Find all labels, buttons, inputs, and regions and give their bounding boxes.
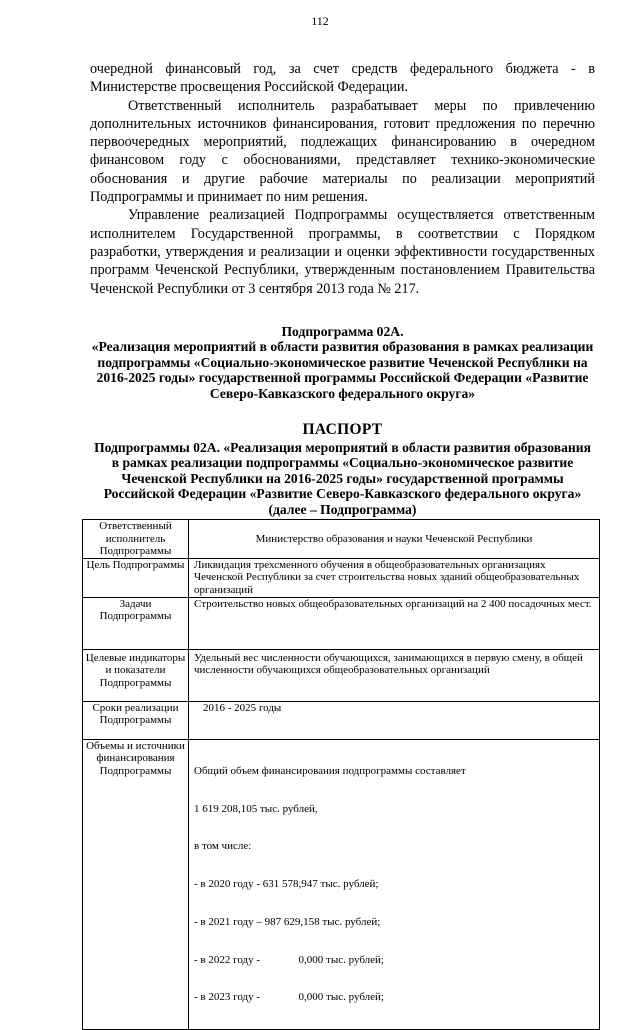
financing-line: - в 2022 году - 0,000 тыс. рублей;: [194, 953, 384, 966]
financing-line: Общий объем финансирования подпрограммы составляет: [194, 764, 466, 777]
table-cell-value: Удельный вес численности обучающихся, занимающихся в первую смену, в общей численности обучающихся общеобразовательных организаций: [189, 649, 600, 701]
subprogram-heading-block: [90, 324, 595, 401]
table-cell-label: Цель Подпрограммы: [83, 558, 189, 597]
passport-description: Подпрограммы 02А. «Реализация мероприятий в области развития образования в рамках реализации подпрограммы «Социально-экономическое развитие Чеченской Республики на 2016-2025 годы» государственной программы Российской Федерации «Развитие Северо-Кавказского федерального округа» (далее – Подпрограмма): [94, 440, 591, 517]
passport-title: ПАСПОРТ: [302, 421, 383, 438]
passport-table: [82, 519, 600, 1030]
body-text: [90, 60, 595, 298]
table-cell-label: Ответственный исполнитель Подпрограммы: [83, 520, 189, 559]
table-cell-label: Целевые индикаторы и показатели Подпрограммы: [83, 649, 189, 701]
table-cell-value: Министерство образования и науки Чеченской Республики: [189, 520, 600, 559]
subprogram-title: Подпрограмма 02А.: [281, 324, 404, 339]
paragraph: очередной финансовый год, за счет средств федерального бюджета - в Министерстве просвещения Российской Федерации.: [90, 61, 595, 96]
table-cell-label: Сроки реализации Подпрограммы: [83, 701, 189, 739]
table-row: [83, 739, 600, 1030]
paragraph: Ответственный исполнитель разрабатывает меры по привлечению дополнительных источников финансирования, готовит предложения по перечню первоочередных мероприятий, подлежащих финансированию в очередном финансовом году с обоснованиями, представляет технико-экономические обоснования и другие рабочие материалы по реализации мероприятий Подпрограммы и принимает по ним решения.: [90, 97, 595, 206]
financing-line: - в 2021 году – 987 629,158 тыс. рублей;: [194, 915, 381, 928]
table-row: [83, 520, 600, 559]
financing-line: - в 2023 году - 0,000 тыс. рублей;: [194, 991, 384, 1004]
table-row: [83, 649, 600, 701]
subprogram-heading: «Реализация мероприятий в области развития образования в рамках реализации подпрограммы «Социально-экономическое развитие Чеченской Республики на 2016-2025 годы» государственной программы Российской Федерации «Развитие Северо-Кавказского федерального округа»: [91, 339, 594, 401]
table-cell-value: 2016 - 2025 годы: [189, 701, 600, 739]
financing-line: 1 619 208,105 тыс. рублей,: [194, 802, 318, 815]
table-cell-label: Объемы и источники финансирования Подпрограммы: [83, 739, 189, 1030]
page-number: 112: [311, 14, 329, 28]
table-row: [83, 701, 600, 739]
table-cell-value: [189, 739, 600, 1030]
table-cell-value: Строительство новых общеобразовательных организаций на 2 400 посадочных мест.: [189, 597, 600, 649]
table-cell-value: Ликвидация трехсменного обучения в общеобразовательных организациях Чеченской Республики за счет строительства новых зданий общеобразовательных организаций: [189, 558, 600, 597]
financing-line: в том числе:: [194, 840, 252, 853]
table-row: [83, 558, 600, 597]
financing-line: - в 2020 году - 631 578,947 тыс. рублей;: [194, 878, 379, 891]
table-cell-label: Задачи Подпрограммы: [83, 597, 189, 649]
table-row: [83, 597, 600, 649]
paragraph: Управление реализацией Подпрограммы осуществляется ответственным исполнителем Государственной программы, в соответствии с Порядком разработки, утверждения и реализации и оценки эффективности государственных программ Чеченской Республики, утвержденным постановлением Правительства Чеченской Республики от 3 сентября 2013 года № 217.: [90, 207, 595, 297]
